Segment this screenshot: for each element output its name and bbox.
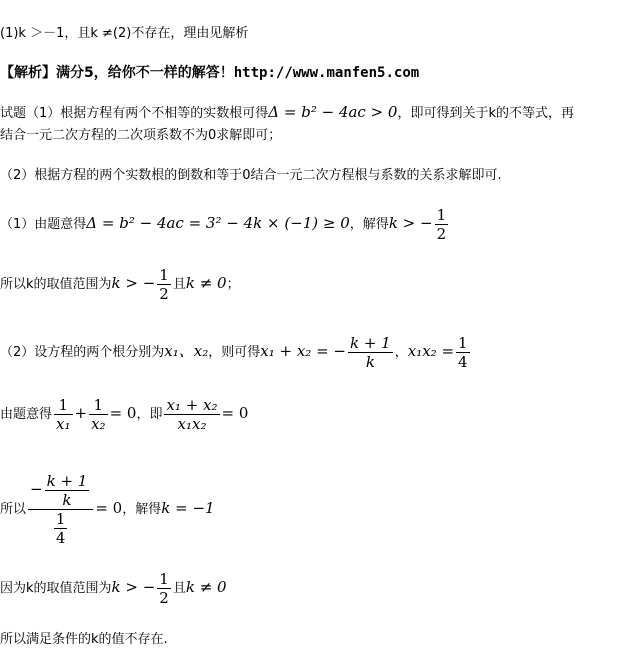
frac-num: k + 1 [349,334,391,352]
because-line [0,570,227,607]
cond-text-b: ，即 [136,407,163,422]
compound-fraction [28,472,93,547]
fraction-sum [348,334,393,371]
k-gt: k > − [111,578,156,596]
fraction-inv-x2 [89,396,107,433]
analysis-header [0,62,419,82]
analysis-text-2: （2）根据方程的两个实数根的倒数和等于0结合一元二次方程根与系数的关系求解即可. [0,168,502,183]
so-text-b: ，解得 [122,502,162,517]
neg-sign: − [30,480,43,498]
range-line [0,266,240,303]
fraction-one-quarter [54,510,68,547]
analysis-text-1c: 结合一元二次方程的二次项系数不为0求解即可； [0,128,282,143]
range-text-a: 所以k的取值范围为 [0,277,112,292]
k-ne-zero: k ≠ 0 [185,578,227,596]
analysis-line-1 [0,102,574,121]
eq-zero: = 0 [95,499,123,517]
answer-text: (1)k ＞－1，且k ≠(2)不存在，理由见解析 [0,26,249,41]
fraction-inv-x1 [54,396,72,433]
sum-lhs: x₁ + x₂ = − [260,342,346,360]
conclusion-line [0,628,168,647]
k-gt: k > − [388,214,433,232]
solution-step-2 [0,334,472,371]
frac-num: 1 [436,206,447,224]
site-url: http://www.manfen5.com [233,65,420,81]
frac-den: 4 [458,353,468,371]
frac-den: k [62,491,72,509]
k-ne-zero: k ≠ 0 [185,274,227,292]
solution-step-1 [0,206,450,243]
frac-num: 1 [55,510,66,528]
range-text-b: 且 [172,277,186,292]
answer-line [0,22,248,41]
eq-zero: = 0 [221,404,249,422]
k-gt: k > − [111,274,156,292]
frac-den: x₁ [56,415,71,433]
frac-den: x₂ [91,415,106,433]
frac-num: 1 [159,570,169,588]
frac-den: 2 [436,225,447,243]
k-value: k = −1 [161,499,215,517]
frac-den: x₁x₂ [177,415,207,433]
analysis-label: 【解析】满分5，给你不一样的解答！ [0,65,234,81]
frac-den: 2 [159,589,169,607]
so-line [0,472,215,547]
analysis-text-1a: 试题（1）根据方程有两个不相等的实数根可得 [0,106,269,121]
frac-num: 1 [458,334,468,352]
cond-text-a: 由题意得 [0,407,53,422]
step2-text-b: ，则可得 [208,345,261,360]
conclusion-text: 所以满足条件的k的值不存在. [0,632,168,647]
range-text-c: ； [226,277,240,292]
frac-num: 1 [89,396,107,415]
frac-num: k + 1 [46,472,88,490]
step1-label: （1）由题意得 [0,217,87,232]
compound-den [28,510,93,547]
analysis-line-3 [0,164,502,183]
frac-den: 4 [55,529,66,547]
fraction-one-quarter [456,334,470,371]
analysis-text-1b: ，即可得到关于k的不等式，再 [397,106,575,121]
delta-equation: Δ = b² − 4ac = 3² − 4k × (−1) ≥ 0 [86,214,350,232]
frac-num: x₁ + x₂ [166,396,218,414]
fraction-sum [45,472,90,509]
analysis-line-2 [0,124,281,143]
fraction-one-half [435,206,449,243]
compound-num [28,472,93,510]
plus: + [74,404,88,422]
because-text-b: 且 [172,581,186,596]
because-text-a: 因为k的取值范围为 [0,581,112,596]
condition-line [0,396,248,433]
prod-lhs: x₁x₂ = [407,342,455,360]
step2-text-c: ， [394,345,408,360]
eq-zero: = 0 [109,404,137,422]
fraction-one-half [157,570,171,607]
frac-den: k [365,353,375,371]
so-text-a: 所以 [0,502,27,517]
frac-num: 1 [159,266,169,284]
fraction-one-half [157,266,171,303]
frac-num: 1 [54,396,72,415]
fraction-sum-over-product [164,396,219,433]
roots: x₁、x₂ [164,342,209,360]
step1-mid: ，解得 [349,217,389,232]
frac-den: 2 [159,285,169,303]
delta-inequality: Δ = b² − 4ac > 0 [268,103,398,121]
step2-text-a: （2）设方程的两个根分别为 [0,345,165,360]
